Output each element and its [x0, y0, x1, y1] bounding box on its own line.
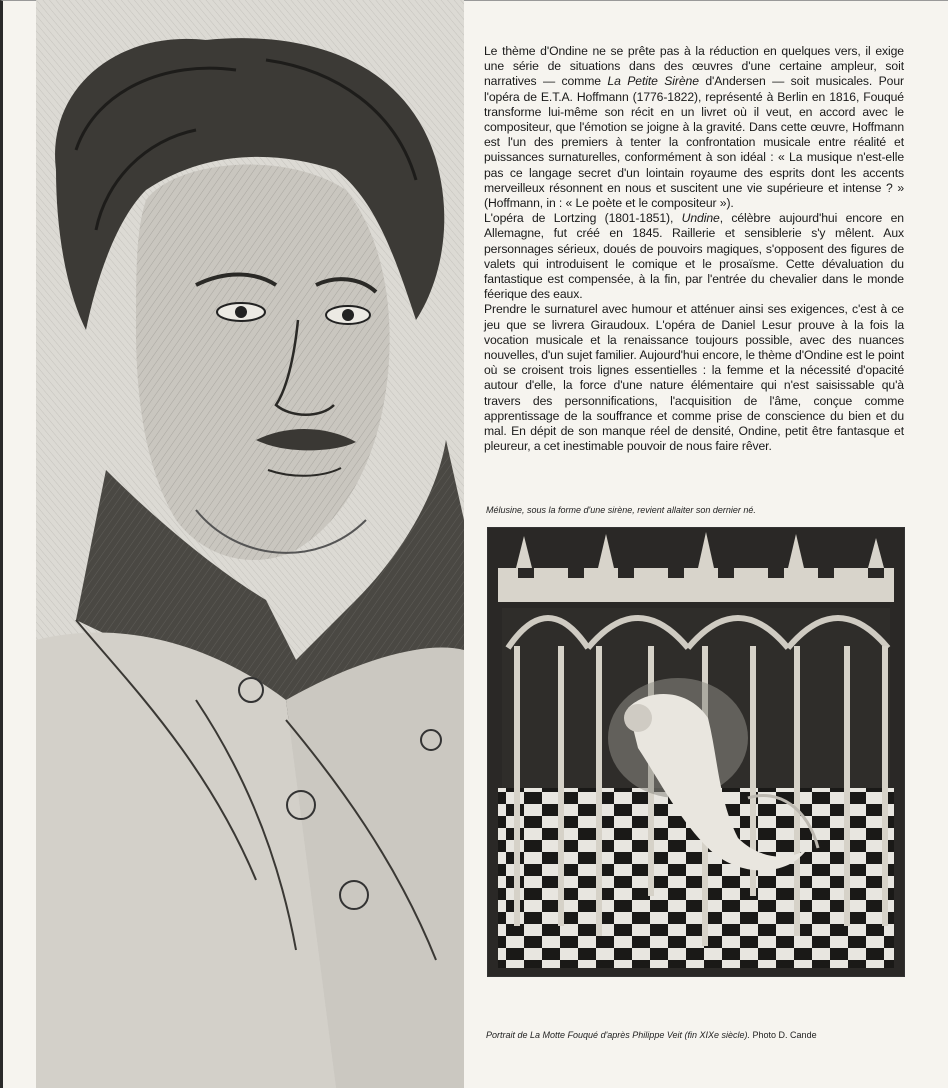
- melusine-miniature-image: [487, 527, 905, 977]
- portrait-caption: Portrait de La Motte Fouqué d'après Philippe Veit (fin XIXe siècle). Photo D. Cande: [486, 1030, 817, 1040]
- article-text: [484, 44, 904, 454]
- portrait-sketch-image: [36, 0, 464, 1088]
- paragraph-hoffmann: Le thème d'Ondine ne se prête pas à la réduction en quelques vers, il exige une série de situations dans des œuvres d'une certaine ampleur, soit narratives — comme La Petite Sirène d'Andersen — soit musicales. Pour l'opéra de E.T.A. Hoffmann (1776-1822), représenté à Berlin en 1816, Fouqué transforme lui-même son récit en un livret où il veut, en accord avec le compositeur, que l'émotion se joigne à la gravité. Dans cette œuvre, Hoffmann est l'un des premiers à tenter la confrontation musicale entre réalité et puissances surnaturelles, conformément à son idéal : « La musique n'est-elle pas ce langage secret d'un lointain royaume des esprits dont les accents merveilleux résonnent en nous et suscitent une vie supérieure et intense ? » (Hoffmann, in : « Le poète et le compositeur »).: [484, 44, 905, 211]
- photo-credit: Photo D. Cande: [750, 1030, 817, 1040]
- paragraph-lortzing: L'opéra de Lortzing (1801-1851), Undine, célèbre aujourd'hui encore en Allemagne, fut créé en 1845. Raillerie et sensiblerie s'y mêlent. Aux personnages sérieux, doués de pouvoirs magiques, s'opposent des figures de valets qui introduisent le comique et le prosaïsme. Cette dévaluation du fantastique est compensée, à la fin, par l'entrée du chevalier dans le monde féerique des eaux.: [484, 211, 904, 302]
- melusine-caption: Mélusine, sous la forme d'une sirène, revient allaiter son dernier né.: [486, 505, 756, 515]
- paragraph-giraudoux: Prendre le surnaturel avec humour et atténuer ainsi ses exigences, c'est à ce jeu que se livrera Giraudoux. L'opéra de Daniel Lesur prouve à la fois la vocation musicale et la renaissance toujours possible, avec des nuances nouvelles, d'un sujet familier. Aujourd'hui encore, le thème d'Ondine est le point où se croisent trois lignes essentielles : la femme et la nécessité d'opacité autour d'elle, la force d'une nature élémentaire qui n'est saisissable qu'à travers des personnifications, l'acquisition de l'âme, conçue comme apprentissage de la souffrance et comme prise de conscience du bien et du mal. En dépit de son manque réel de densité, Ondine, petit être fantasque et pleureur, a cet inestimable pouvoir de nous faire rêver.: [484, 302, 904, 454]
